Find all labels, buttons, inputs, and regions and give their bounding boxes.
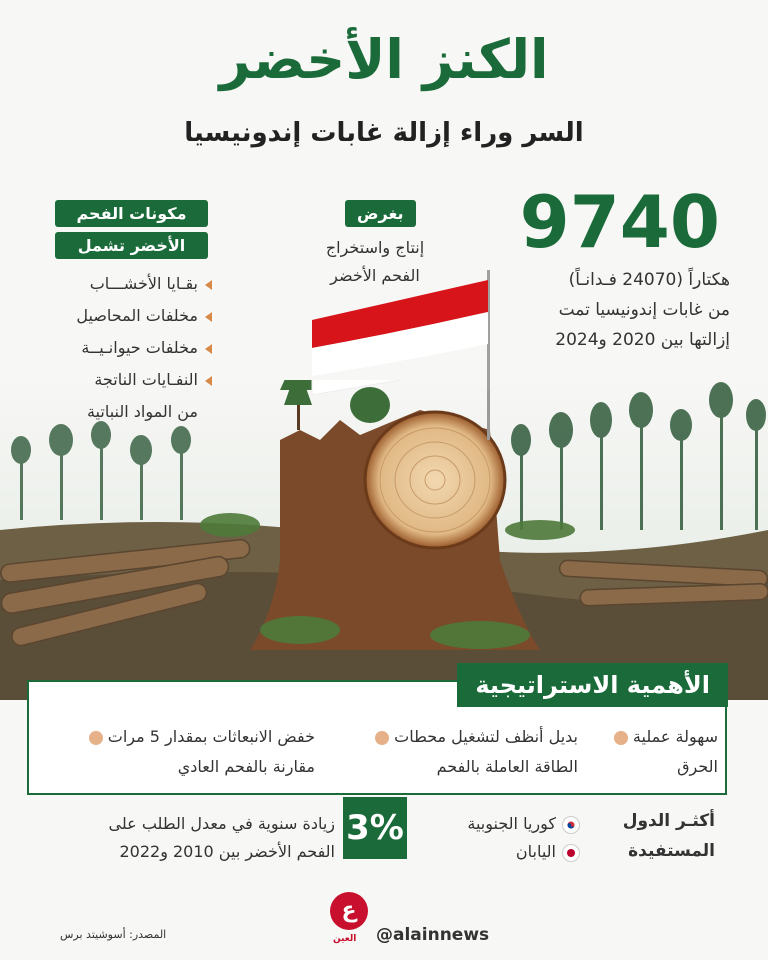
component-label: بقـايا الأخشـــاب (89, 274, 198, 293)
page-subtitle: السر وراء إزالة غابات إندونيسيا (184, 118, 584, 148)
components-list (30, 268, 212, 428)
growth-line: زيادة سنوية في معدل الطلب على (108, 814, 335, 833)
country-item (440, 810, 580, 838)
beneficiary-countries (440, 810, 580, 866)
growth-percent-badge: 3% (343, 797, 407, 859)
source-credit: المصدر: أسوشيتد برس (60, 928, 167, 941)
country-label: اليابان (515, 842, 556, 861)
component-label: مخلفات المحاصيل (76, 306, 198, 325)
beneficiary-label (600, 806, 715, 866)
importance-title: الأهمية الاستراتيجية (457, 663, 728, 707)
importance-item (55, 722, 315, 782)
component-item (30, 268, 212, 300)
stat-line: إزالتها بين 2020 و2024 (555, 330, 730, 350)
social-handle[interactable]: @alainnews (376, 925, 490, 945)
importance-line: بديل أنظف لتشغيل محطات (394, 727, 578, 746)
component-item (30, 364, 212, 396)
importance-item (338, 722, 578, 782)
purpose-line: الفحم الأخضر (330, 266, 420, 285)
deforestation-illustration (0, 380, 768, 700)
component-label: النفـايات الناتجة (94, 370, 198, 389)
component-item (30, 332, 212, 364)
purpose-description (300, 234, 450, 290)
importance-line: خفض الانبعاثات بمقدار 5 مرات (107, 727, 315, 746)
al-ain-logo: ع (330, 892, 368, 930)
south-korea-flag-icon (562, 816, 580, 834)
stat-line: هكتاراً (24070 فـدانـاً) (568, 270, 730, 290)
bullet-dot-icon (89, 731, 103, 745)
importance-item (578, 722, 718, 782)
page-title: الكنز الأخضر (219, 28, 549, 91)
component-label: مخلفات حيوانـيــة (81, 338, 198, 357)
country-item (440, 838, 580, 866)
importance-line: مقارنة بالفحم العادي (177, 757, 315, 776)
beneficiary-line: المستفيدة (628, 841, 715, 861)
purpose-tag: بغرض (345, 200, 416, 227)
bullet-arrow-icon (205, 344, 212, 354)
bullet-dot-icon (375, 731, 389, 745)
bullet-arrow-icon (205, 312, 212, 322)
deforested-area-description (480, 265, 730, 355)
importance-line: الحرق (677, 757, 718, 776)
bullet-dot-icon (614, 731, 628, 745)
bullet-arrow-icon (205, 376, 212, 386)
stat-line: من غابات إندونيسيا تمت (558, 300, 730, 320)
country-label: كوريا الجنوبية (467, 814, 556, 833)
logo-name: العين (333, 934, 357, 944)
growth-description (60, 810, 335, 866)
deforested-hectares-number: 9740 (519, 180, 720, 264)
components-tag-line2: الأخضر تشمل (55, 232, 208, 259)
japan-flag-icon (562, 844, 580, 862)
importance-line: الطاقة العاملة بالفحم (436, 757, 578, 776)
growth-line: الفحم الأخضر بين 2010 و2022 (119, 842, 335, 861)
component-item-continuation: من المواد النباتية (86, 402, 198, 421)
beneficiary-line: أكثـر الدول (622, 811, 715, 831)
importance-line: سهولة عملية (632, 727, 718, 746)
component-item (30, 300, 212, 332)
components-tag-line1: مكونات الفحم (55, 200, 208, 227)
bullet-arrow-icon (205, 280, 212, 290)
purpose-line: إنتاج واستخراج (325, 238, 425, 257)
